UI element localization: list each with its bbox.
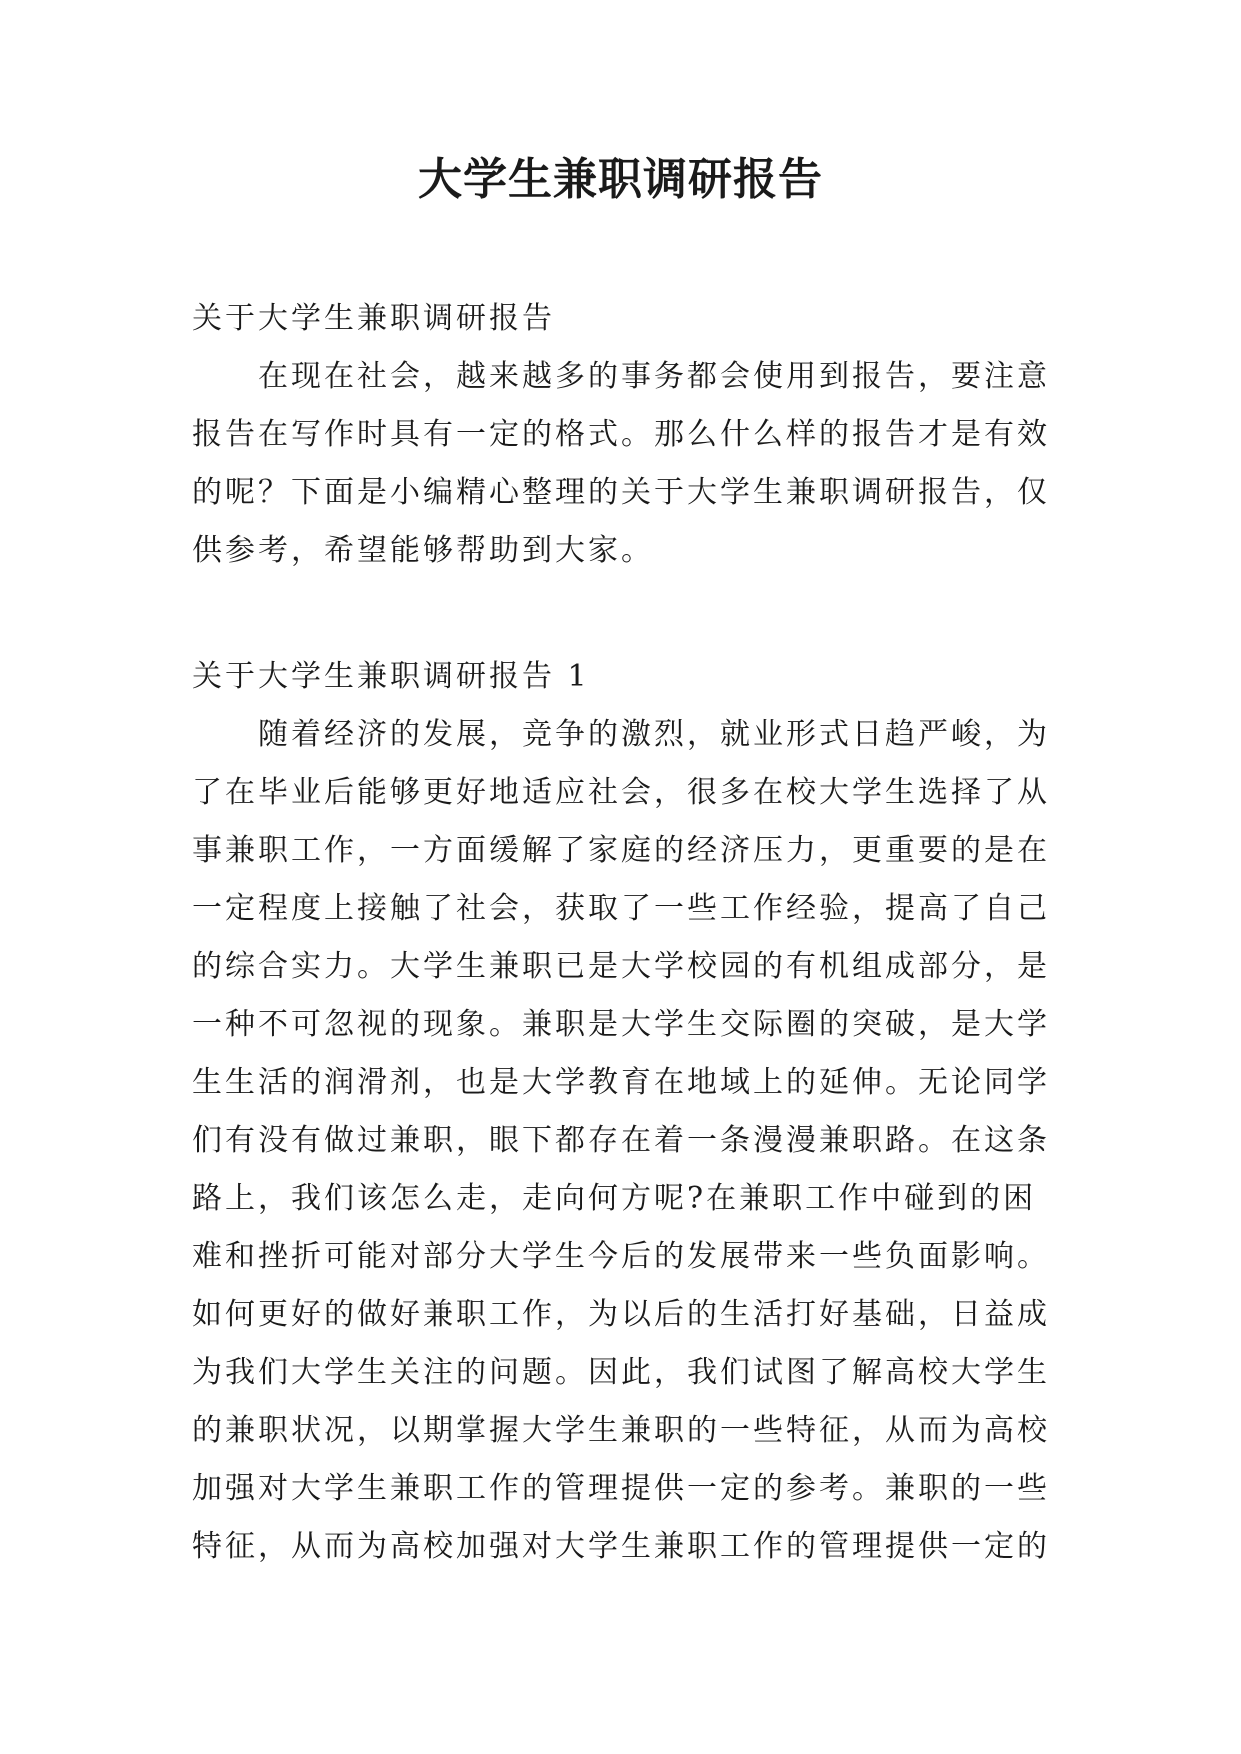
intro-paragraph: 在现在社会，越来越多的事务都会使用到报告，要注意报告在写作时具有一定的格式。那么什么样的报告才是有效的呢？下面是小编精心整理的关于大学生兼职调研报告，仅供参考，希望能够帮助到大家。 — [192, 359, 1050, 568]
section-heading: 关于大学生兼职调研报告 — [192, 301, 555, 336]
section-heading: 关于大学生兼职调研报告 1 — [192, 659, 590, 694]
body-paragraph: 随着经济的发展，竞争的激烈，就业形式日趋严峻，为了在毕业后能够更好地适应社会，很多在校大学生选择了从事兼职工作，一方面缓解了家庭的经济压力，更重要的是在一定程度上接触了社会，获取了一些工作经验，提高了自己的综合实力。大学生兼职已是大学校园的有机组成部分，是一种不可忽视的现象。兼职是大学生交际圈的突破，是大学生生活的润滑剂，也是大学教育在地域上的延伸。无论同学们有没有做过兼职，眼下都存在着一条漫漫兼职路。在这条路上，我们该怎么走，走向何方呢?在兼职工作中碰到的困难和挫折可能对部分大学生今后的发展带来一些负面影响。如何更好的做好兼职工作，为以后的生活打好基础，日益成为我们大学生关注的问题。因此，我们试图了解高校大学生的兼职状况，以期掌握大学生兼职的一些特征，从而为高校加强对大学生兼职工作的管理提供一定的参考。兼职的一些特征，从而为高校加强对大学生兼职工作的管理提供一定的 — [192, 717, 1050, 1564]
document-title: 大学生兼职调研报告 — [418, 154, 823, 205]
